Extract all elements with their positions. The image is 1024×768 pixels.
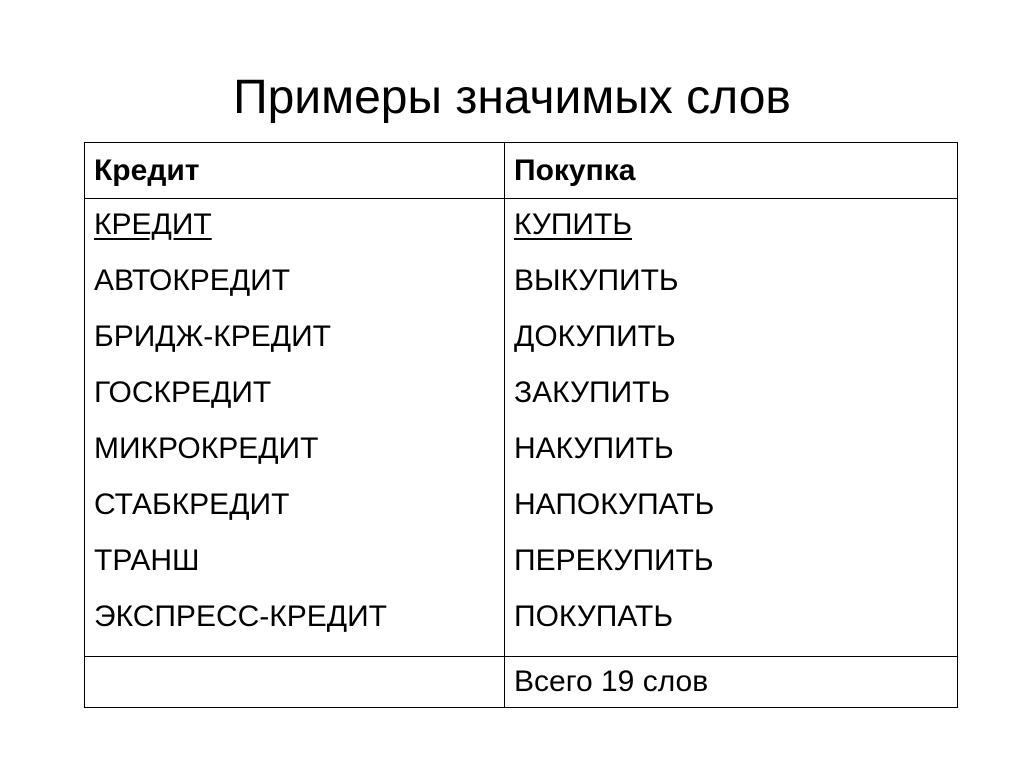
list-item: КРЕДИТ — [94, 208, 212, 241]
list-item: ВЫКУПИТЬ — [514, 264, 679, 297]
list-item: ДОКУПИТЬ — [514, 320, 676, 353]
total-words-cell: Всего 19 слов — [505, 657, 958, 708]
table-row — [85, 199, 958, 657]
header-credit: Кредит — [85, 143, 505, 199]
credit-words-cell — [85, 199, 505, 657]
purchase-word-list — [514, 199, 948, 656]
header-purchase: Покупка — [505, 143, 958, 199]
purchase-words-cell — [505, 199, 958, 657]
list-item: ЭКСПРЕСС-КРЕДИТ — [94, 600, 387, 633]
list-item: БРИДЖ-КРЕДИТ — [94, 320, 331, 353]
slide-title: Примеры значимых слов — [233, 71, 791, 124]
list-item: МИКРОКРЕДИТ — [94, 432, 319, 465]
footer-empty-cell — [85, 657, 505, 708]
list-item: АВТОКРЕДИТ — [94, 264, 291, 297]
list-item: ПЕРЕКУПИТЬ — [514, 544, 714, 577]
list-item: КУПИТЬ — [514, 208, 633, 241]
list-item: ТРАНШ — [94, 544, 200, 577]
table-footer-row — [85, 657, 958, 708]
words-table — [84, 142, 958, 708]
list-item: НАКУПИТЬ — [514, 432, 674, 465]
list-item: ГОСКРЕДИТ — [94, 376, 272, 409]
list-item: ЗАКУПИТЬ — [514, 376, 671, 409]
list-item: ПОКУПАТЬ — [514, 600, 674, 633]
credit-word-list — [94, 199, 495, 656]
list-item: СТАБКРЕДИТ — [94, 488, 290, 521]
list-item: НАПОКУПАТЬ — [514, 488, 715, 521]
table-header-row — [85, 143, 958, 199]
